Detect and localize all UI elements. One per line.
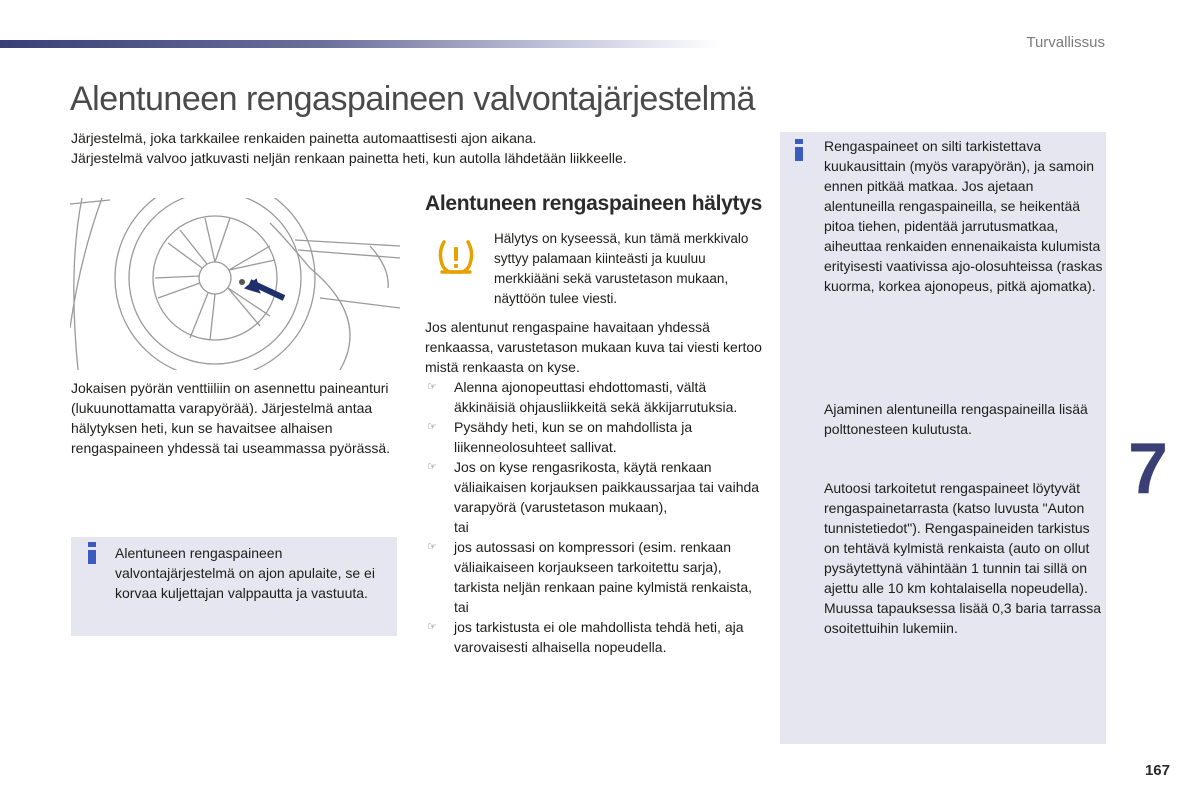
list-item bbox=[425, 617, 765, 657]
wheel-valve-illustration bbox=[70, 198, 400, 370]
intro-text bbox=[71, 128, 771, 168]
info-icon bbox=[88, 542, 96, 564]
list-item bbox=[425, 457, 765, 537]
step-text: Alenna ajonopeuttasi ehdottomasti, vältä äkkinäisiä ohjausliikkeitä sekä äkkijarrutuksia. bbox=[454, 379, 738, 415]
pointing-hand-icon: ☞ bbox=[427, 421, 437, 433]
alert-heading: Alentuneen rengaspaineen hälytys bbox=[425, 192, 763, 215]
step-continuation: tai bbox=[454, 519, 469, 535]
header-gradient-bar bbox=[0, 40, 720, 48]
info-icon bbox=[795, 139, 803, 161]
step-text: jos tarkistusta ei ole mahdollista tehdä heti, aja varovaisesti alhaisella nopeudella. bbox=[454, 619, 744, 655]
page-title: Alentuneen rengaspaineen valvontajärjestelmä bbox=[70, 80, 755, 118]
step-continuation: tai bbox=[454, 599, 469, 615]
detection-text: Jos alentunut rengaspaine havaitaan yhdessä renkaassa, varustetason mukaan kuva tai viesti kertoo mistä renkaasta on kyse. bbox=[425, 319, 762, 375]
note-text: Alentuneen rengaspaineen valvontajärjestelmä on ajon apulaite, se ei korvaa kuljettajan valppautta ja vastuuta. bbox=[115, 545, 375, 601]
list-item bbox=[425, 377, 765, 417]
section-title: Turvallissus bbox=[1026, 34, 1105, 51]
chapter-number: 7 bbox=[1128, 429, 1169, 509]
pointing-hand-icon: ☞ bbox=[427, 541, 437, 553]
list-item bbox=[425, 537, 765, 617]
side-paragraph-fuel: Ajaminen alentuneilla rengaspaineilla lisää polttonesteen kulutusta. bbox=[824, 401, 1088, 437]
alert-text: Hälytys on kyseessä, kun tämä merkkivalo syttyy palamaan kiinteästi ja kuuluu merkkiääni sekä varustetason mukaan, näyttöön tulee viesti. bbox=[494, 231, 749, 306]
pointing-hand-icon: ☞ bbox=[427, 381, 437, 393]
intro-line-1: Järjestelmä, joka tarkkailee renkaiden painetta automaattisesti ajon aikana. bbox=[71, 130, 537, 146]
pointing-hand-icon: ☞ bbox=[427, 621, 437, 633]
step-text: jos autossasi on kompressori (esim. renkaan väliaikaiseen korjaukseen tarkoitettu sarja), tarkista neljän renkaan paine kylmistä renkaista, bbox=[454, 539, 753, 595]
tire-pressure-warning-icon bbox=[436, 238, 476, 278]
list-item bbox=[425, 417, 765, 457]
step-text: Pysähdy heti, kun se on mahdollista ja liikenneolosuhteet sallivat. bbox=[454, 419, 693, 455]
step-text: Jos on kyse rengasrikosta, käytä renkaan väliaikaisen korjauksen paikkaussarjaa tai vaihda varapyörä (varustetason mukaan), bbox=[454, 459, 760, 515]
side-paragraph-check: Rengaspaineet on silti tarkistettava kuukausittain (myös varapyörän), ja samoin ennen pitkää matkaa. Jos ajetaan alentuneilla rengaspaineilla, se heikentää pitoa tiehen, pidentää jarrutusmatkaa, aiheuttaa renkaiden ennenaikaista kulumista erityisesti vaativissa ajo-olosuhteissa (raskas kuorma, korkea ajonopeus, pitkä ajomatka). bbox=[824, 138, 1103, 294]
pointing-hand-icon: ☞ bbox=[427, 461, 437, 473]
intro-line-2: Järjestelmä valvoo jatkuvasti neljän renkaan painetta heti, kun autolla lähdetään liikkeelle. bbox=[71, 150, 627, 166]
page-number: 167 bbox=[1144, 762, 1170, 779]
action-steps-list bbox=[425, 377, 765, 657]
sensor-description: Jokaisen pyörän venttiiliin on asennettu paineanturi (lukuunottamatta varapyörää). Järjestelmä antaa hälytyksen heti, kun se havaitsee alhaisen rengaspaineen yhdessä tai useammassa pyörässä. bbox=[71, 380, 391, 456]
side-paragraph-label: Autoosi tarkoitetut rengaspaineet löytyvät rengaspainetarrasta (katso luvusta "Auton tunnistetiedot"). Rengaspaineiden tarkistus on tehtävä kylmistä renkaista (auto on ollut pysäytettynä vähintään 1 tunnin tai sillä on ajettu alle 10 km kohtalaisella nopeudella). Muussa tapauksessa lisää 0,3 baria tarrassa osoitettuihin lukemiin. bbox=[824, 480, 1102, 636]
